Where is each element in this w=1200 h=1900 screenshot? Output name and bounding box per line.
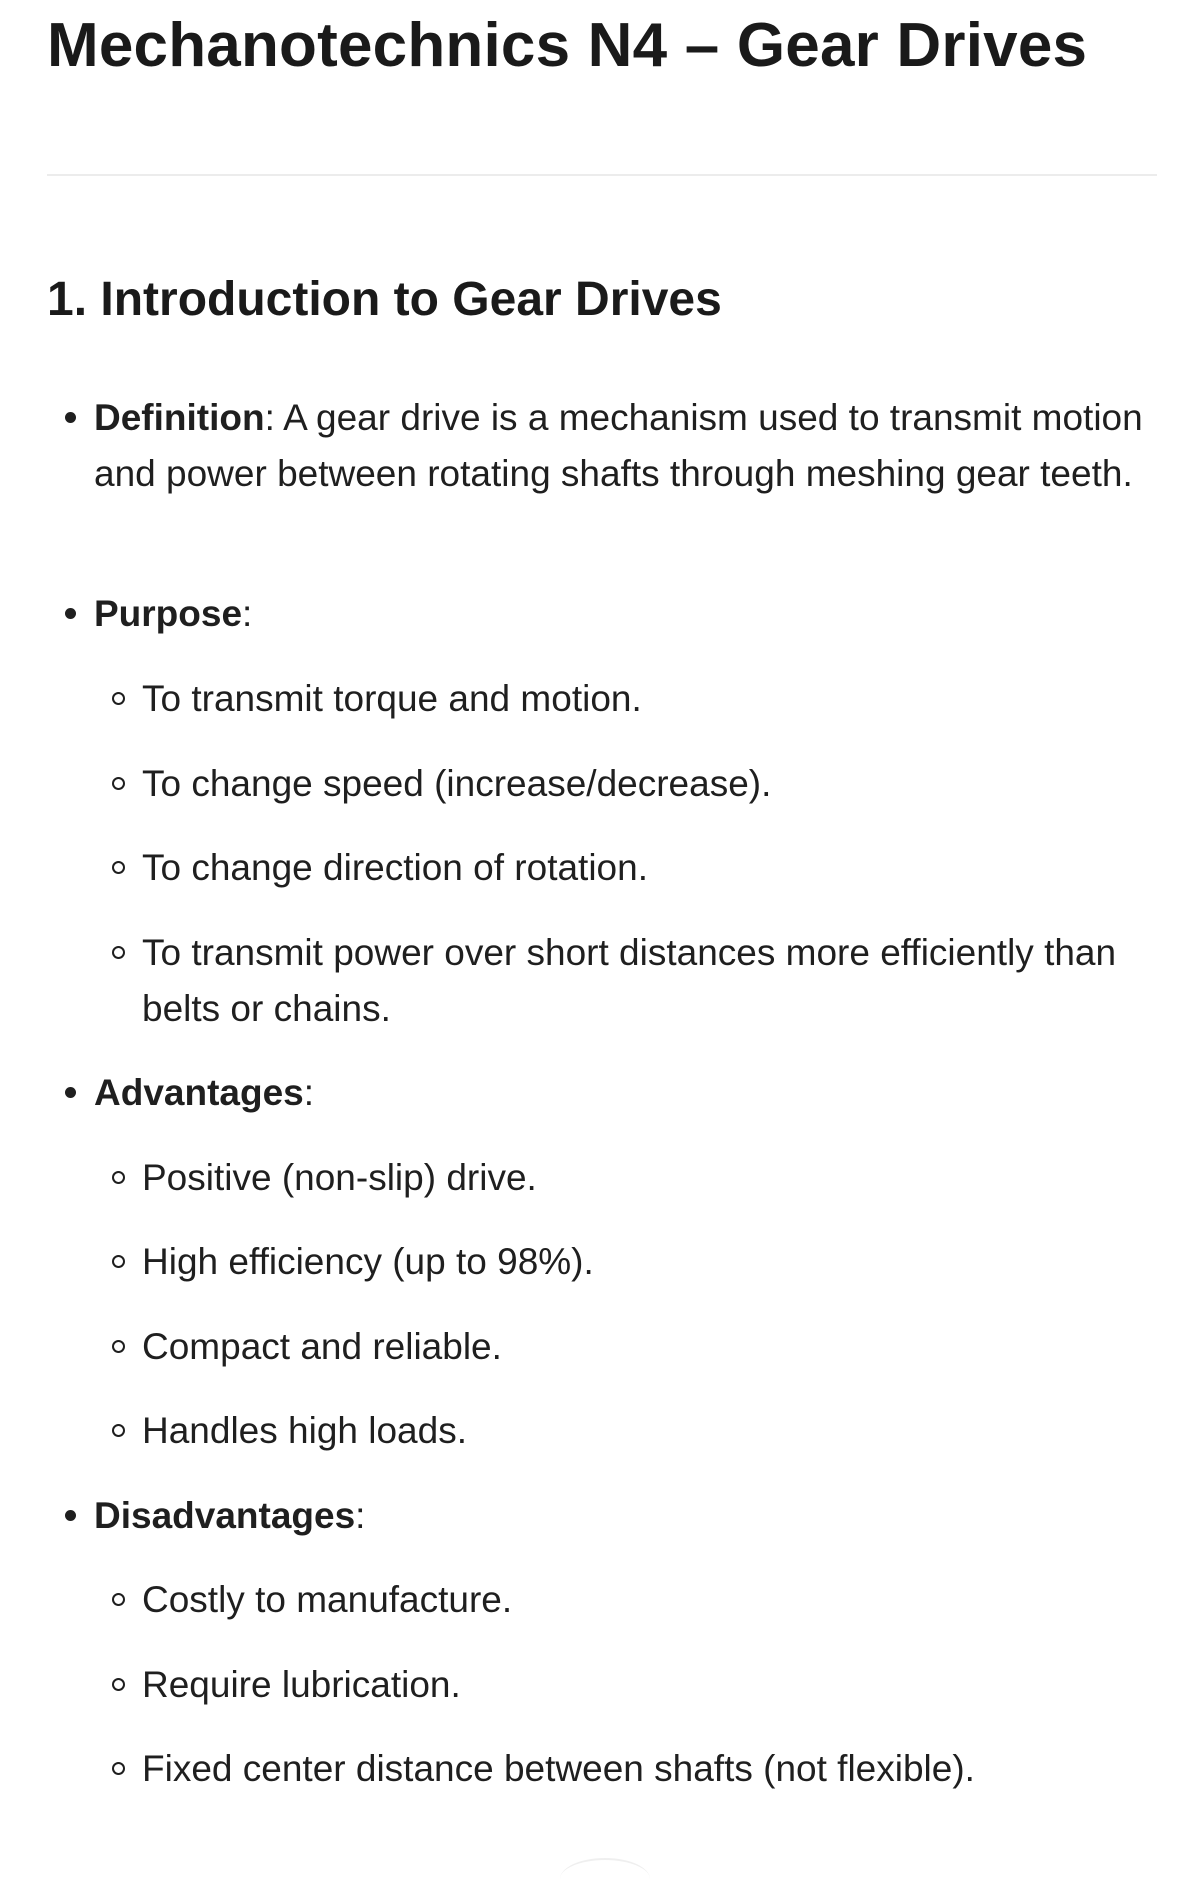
purpose-colon: : (242, 593, 253, 634)
advantages-item-text: Positive (non-slip) drive. (142, 1157, 537, 1198)
purpose-list-item (142, 840, 1152, 896)
faint-scroll-arc (560, 1858, 650, 1900)
advantages-list-item (142, 1403, 1152, 1459)
purpose-item-text: To change direction of rotation. (142, 847, 648, 888)
advantages-item-text: High efficiency (up to 98%). (142, 1241, 594, 1282)
purpose-label: Purpose (94, 593, 243, 634)
bullet-icon (65, 608, 76, 619)
disadvantages-list-item (142, 1572, 1152, 1628)
purpose-list-item (142, 925, 1152, 1037)
disadvantages-list-item (142, 1741, 1152, 1797)
advantages-colon: : (303, 1072, 315, 1113)
disadvantages-item-text: Fixed center distance between shafts (not flexible). (142, 1748, 975, 1789)
title-divider (47, 174, 1157, 176)
advantages-item (94, 1065, 1144, 1121)
purpose-item (94, 586, 1144, 642)
advantages-label: Advantages (94, 1072, 304, 1113)
hollow-bullet-icon (112, 1593, 125, 1606)
advantages-item-text: Compact and reliable. (142, 1326, 502, 1367)
bullet-icon (65, 412, 76, 423)
bullet-icon (65, 1510, 76, 1521)
advantages-list-item (142, 1150, 1152, 1206)
disadvantages-colon: : (355, 1495, 366, 1536)
disadvantages-list-item (142, 1657, 1152, 1713)
hollow-bullet-icon (112, 946, 125, 959)
hollow-bullet-icon (112, 1424, 125, 1437)
hollow-bullet-icon (112, 1340, 125, 1353)
disadvantages-label: Disadvantages (94, 1495, 356, 1536)
definition-colon: : (264, 397, 275, 438)
advantages-list-item (142, 1234, 1152, 1290)
hollow-bullet-icon (112, 692, 125, 705)
hollow-bullet-icon (112, 861, 125, 874)
disadvantages-item (94, 1488, 1144, 1544)
hollow-bullet-icon (112, 1171, 125, 1184)
purpose-list-item (142, 756, 1152, 812)
purpose-item-text: To transmit power over short distances more efficiently than belts or chains. (142, 932, 1117, 1029)
section-heading: 1. Introduction to Gear Drives (47, 273, 722, 326)
hollow-bullet-icon (112, 777, 125, 790)
hollow-bullet-icon (112, 1255, 125, 1268)
bullet-icon (65, 1087, 76, 1098)
advantages-list-item (142, 1319, 1152, 1375)
disadvantages-item-text: Require lubrication. (142, 1664, 461, 1705)
page-title: Mechanotechnics N4 – Gear Drives (47, 11, 1088, 80)
disadvantages-item-text: Costly to manufacture. (142, 1579, 513, 1620)
definition-label: Definition (94, 397, 265, 438)
definition-item (94, 390, 1144, 502)
hollow-bullet-icon (112, 1678, 125, 1691)
purpose-item-text: To transmit torque and motion. (142, 678, 642, 719)
purpose-item-text: To change speed (increase/decrease). (142, 763, 772, 804)
advantages-item-text: Handles high loads. (142, 1410, 467, 1451)
purpose-list-item (142, 671, 1152, 727)
hollow-bullet-icon (112, 1762, 125, 1775)
definition-text: A gear drive is a mechanism used to transmit motion and power between rotating shafts through meshing gear teeth. (94, 397, 1143, 494)
